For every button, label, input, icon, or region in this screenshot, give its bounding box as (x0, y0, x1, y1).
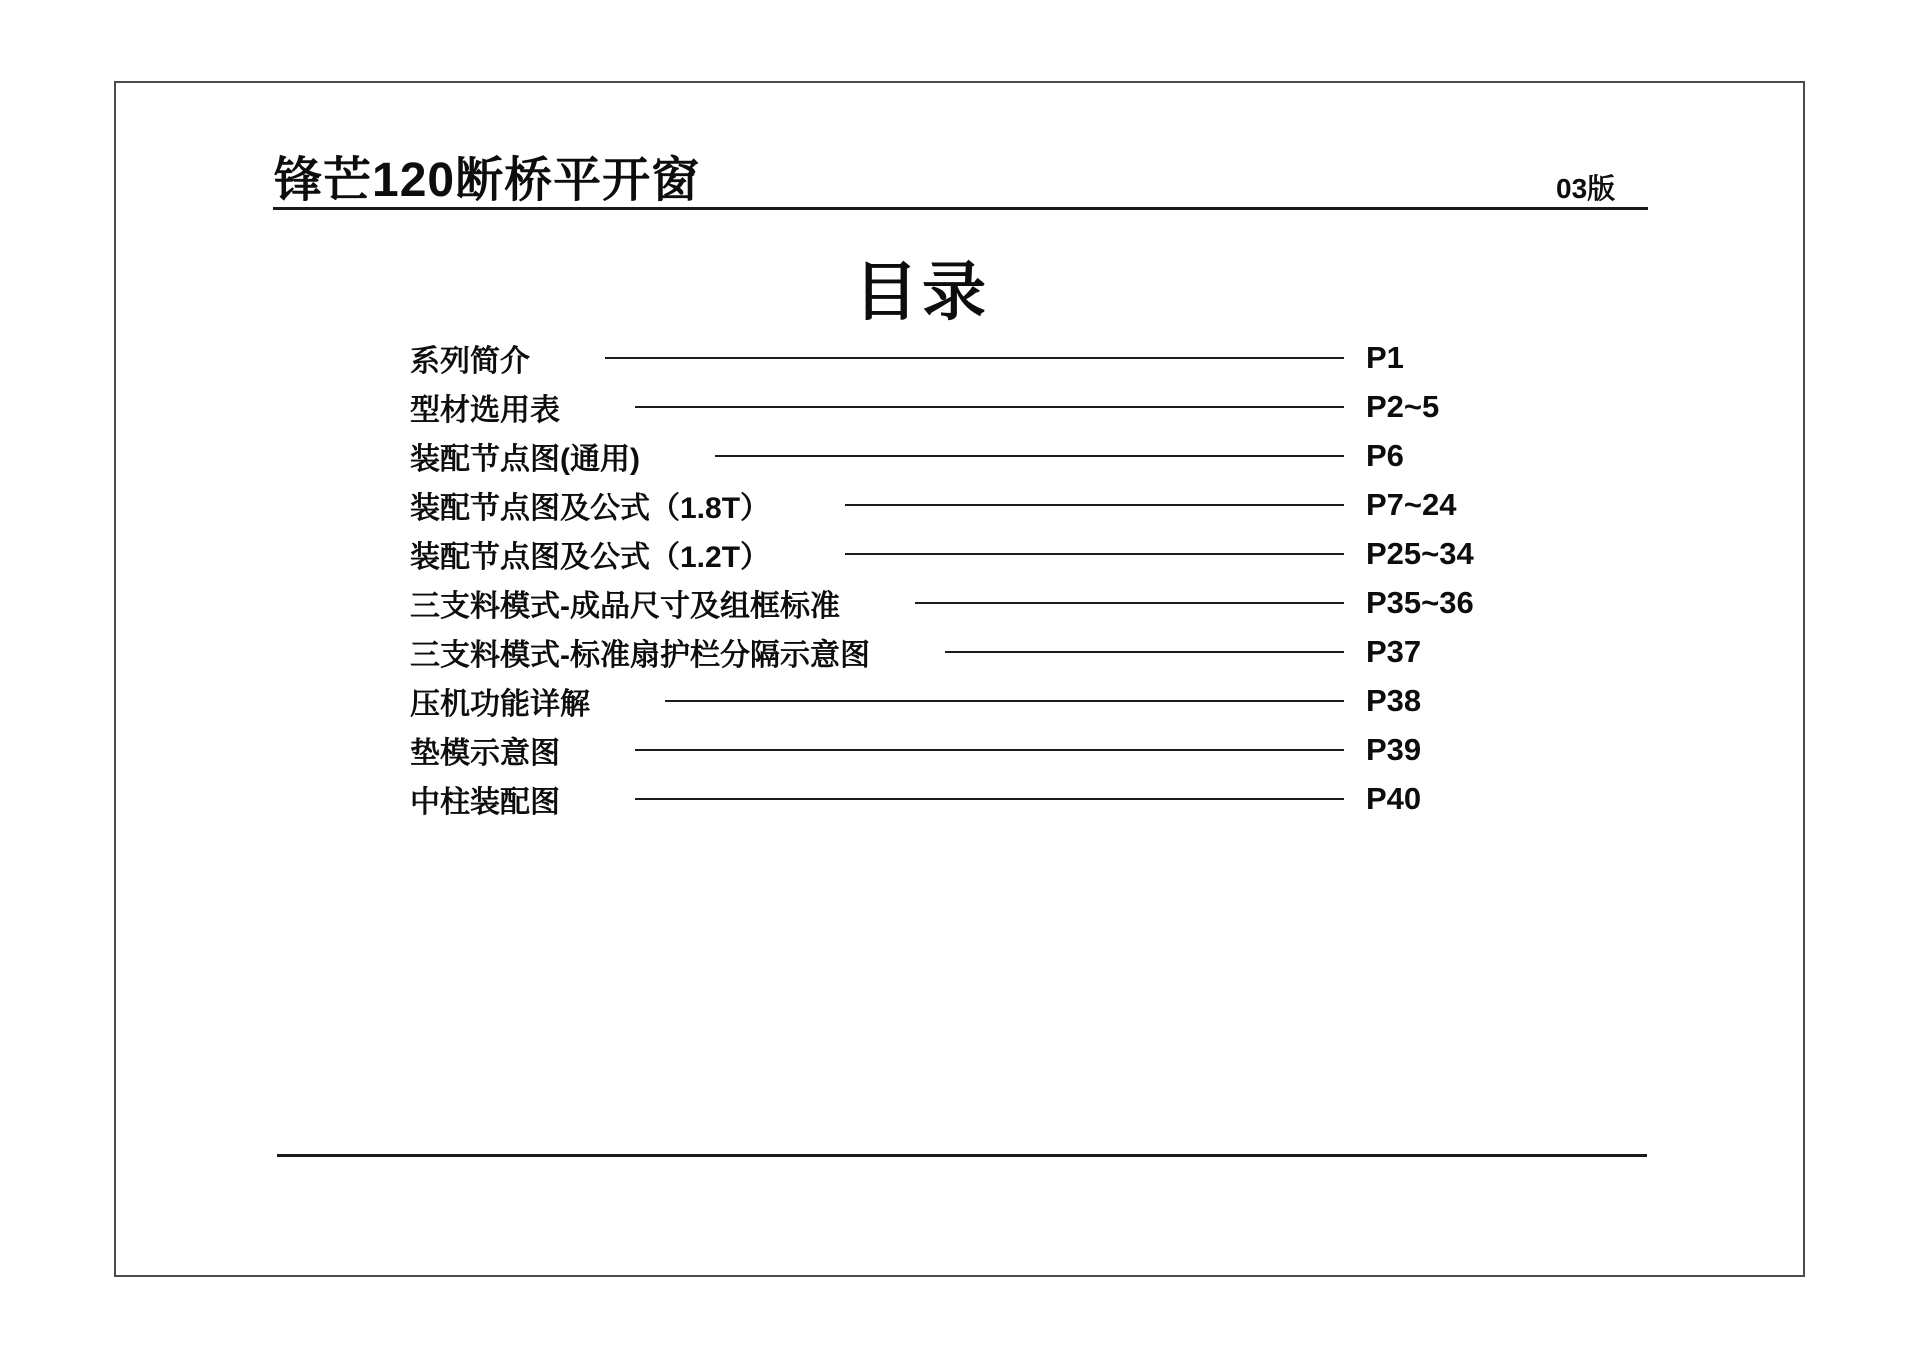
toc-leader-line (915, 602, 1344, 604)
toc-entry (410, 725, 1516, 774)
toc-leader-line (945, 651, 1344, 653)
toc-entry-label: 装配节点图及公式（1.2T） (410, 540, 771, 574)
version-label: 03版 (1556, 173, 1616, 204)
document-page (114, 81, 1805, 1277)
toc-entry-page: P40 (1366, 780, 1422, 816)
toc-leader-line (665, 700, 1344, 702)
toc-list (410, 333, 1516, 823)
toc-entry (410, 382, 1516, 431)
toc-entry-page: P39 (1366, 731, 1422, 767)
toc-entry (410, 627, 1516, 676)
toc-leader-line (605, 357, 1344, 359)
toc-leader-line (635, 798, 1344, 800)
toc-entry-label: 三支料模式-成品尺寸及组框标准 (410, 589, 840, 623)
toc-leader-line (715, 455, 1344, 457)
toc-entry-page: P7~24 (1366, 486, 1457, 522)
toc-entry (410, 333, 1516, 382)
toc-entry-page: P38 (1366, 682, 1422, 718)
toc-entry (410, 480, 1516, 529)
toc-entry-label: 压机功能详解 (410, 687, 590, 721)
header-divider (273, 207, 1648, 210)
toc-entry (410, 676, 1516, 725)
toc-leader-line (845, 553, 1344, 555)
toc-leader-line (845, 504, 1344, 506)
toc-title: 目录 (854, 256, 990, 328)
toc-entry-page: P35~36 (1366, 584, 1474, 620)
toc-leader-line (635, 749, 1344, 751)
footer-divider (277, 1154, 1647, 1157)
toc-entry (410, 529, 1516, 578)
document-title: 锋芒120断桥平开窗 (274, 154, 701, 207)
toc-entry (410, 578, 1516, 627)
toc-entry-page: P25~34 (1366, 535, 1474, 571)
toc-entry-label: 装配节点图及公式（1.8T） (410, 491, 771, 525)
toc-entry (410, 431, 1516, 480)
toc-entry-label: 垫模示意图 (410, 736, 560, 770)
toc-entry (410, 774, 1516, 823)
toc-entry-label: 型材选用表 (410, 393, 560, 427)
toc-entry-label: 三支料模式-标准扇护栏分隔示意图 (410, 638, 870, 672)
toc-entry-label: 装配节点图(通用) (410, 442, 640, 476)
toc-entry-page: P2~5 (1366, 388, 1440, 424)
toc-entry-label: 系列简介 (410, 344, 530, 378)
toc-entry-page: P1 (1366, 339, 1404, 375)
toc-entry-page: P6 (1366, 437, 1404, 473)
toc-leader-line (635, 406, 1344, 408)
toc-entry-page: P37 (1366, 633, 1422, 669)
toc-entry-label: 中柱装配图 (410, 785, 560, 819)
